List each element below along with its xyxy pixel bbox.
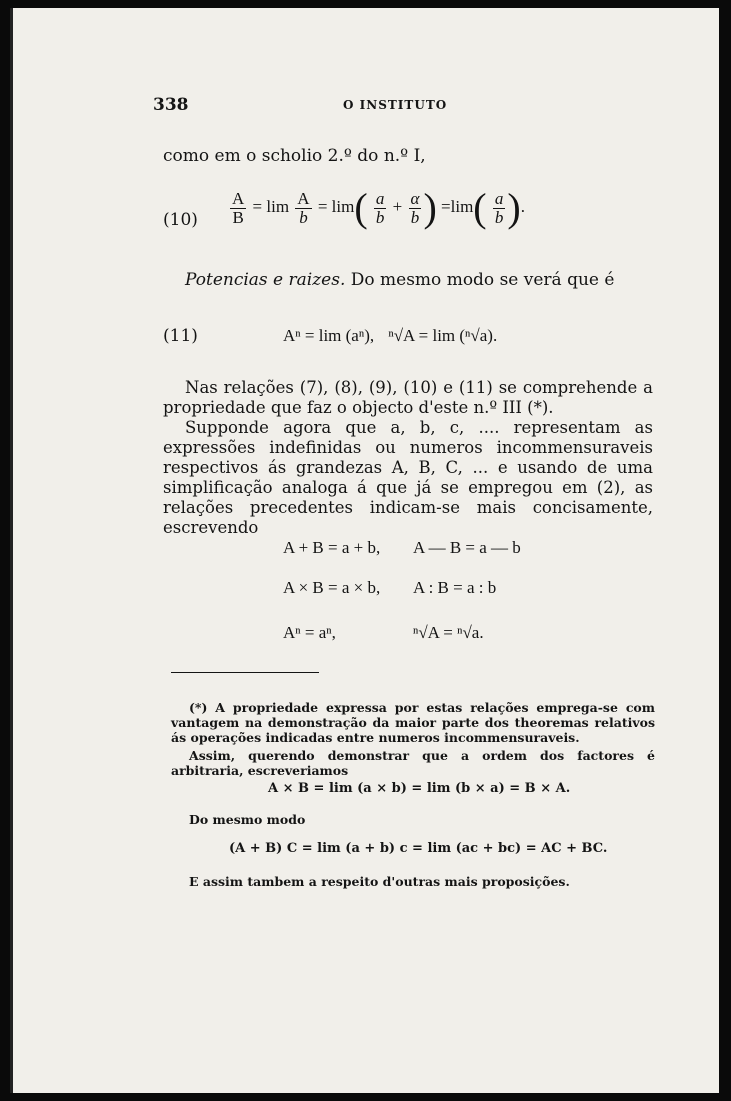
running-title: O INSTITUTO <box>343 98 448 112</box>
potencias-line: Potencias e raizes. Do mesmo modo se verá que é <box>185 270 615 290</box>
paragraph-1: Nas relações (7), (8), (9), (10) e (11) se comprehende a propriedade que faz o objecto d'este n.º III (*). <box>163 378 653 417</box>
equation-11: Aⁿ = lim (aⁿ), ⁿ√A = lim (ⁿ√a). <box>283 326 498 345</box>
footnote-paragraph-1: (*) A propriedade expressa por estas relações emprega-se com vantagem na demonstração da maior parte dos theoremas relativos ás operações indicadas entre numeros incommensuraveis. <box>171 700 655 745</box>
equation-11-label: (11) <box>163 326 198 346</box>
paragraph-2: Supponde agora que a, b, c, .... representam as expressões indefinidas ou numeros incommensuraveis respectivos ás grandezas A, B, C, ... e usando de uma simplificação analoga á que já se empregou em (2), as relações precedentes indicam-se mais concisamente, escrevendo <box>163 418 653 537</box>
equation-10: $\frac{A}{B}$ = lim $\frac{A}{b}$ = lim( $\frac{a}{b}$ + $\frac{\alpha}{b}$ ) =lim( $\frac{a}{b}$ ). <box>232 185 525 230</box>
equation-10-label: (10) <box>163 210 198 230</box>
potencias-heading: Potencias e raizes. <box>185 270 346 290</box>
fraction-A-over-B: $\frac{A}{B}$ <box>232 188 245 227</box>
footnote-equation-1: A × B = lim (a × b) = lim (b × a) = B × A. <box>268 781 571 796</box>
footnote-rule <box>171 672 319 673</box>
relation-3b: ⁿ√A = ⁿ√a. <box>413 623 484 642</box>
page <box>10 8 719 1093</box>
footnote-paragraph-3: Do mesmo modo <box>189 812 306 827</box>
fraction-a-over-b: $\frac{a}{b}$ <box>375 188 385 227</box>
fraction-alpha-over-b: $\frac{\alpha}{b}$ <box>410 188 420 227</box>
footnote-paragraph-4: E assim tambem a respeito d'outras mais proposições. <box>189 874 570 889</box>
fraction-A-over-b: $\frac{A}{b}$ <box>297 188 310 227</box>
page-number: 338 <box>153 95 189 115</box>
relation-2a: A × B = a × b, <box>283 578 381 597</box>
running-header <box>153 95 653 117</box>
relation-1b: A — B = a — b <box>413 538 521 557</box>
relation-3a: Aⁿ = aⁿ, <box>283 623 336 642</box>
relation-1a: A + B = a + b, <box>283 538 381 557</box>
fraction-a-over-b-2: $\frac{a}{b}$ <box>494 188 504 227</box>
footnote-paragraph-2: Assim, querendo demonstrar que a ordem dos factores é arbitraria, escreveriamos <box>171 748 655 778</box>
relation-2b: A : B = a : b <box>413 578 497 597</box>
footnote-equation-2: (A + B) C = lim (a + b) c = lim (ac + bc) = AC + BC. <box>229 841 608 856</box>
intro-line: como em o scholio 2.º do n.º I, <box>163 146 426 166</box>
